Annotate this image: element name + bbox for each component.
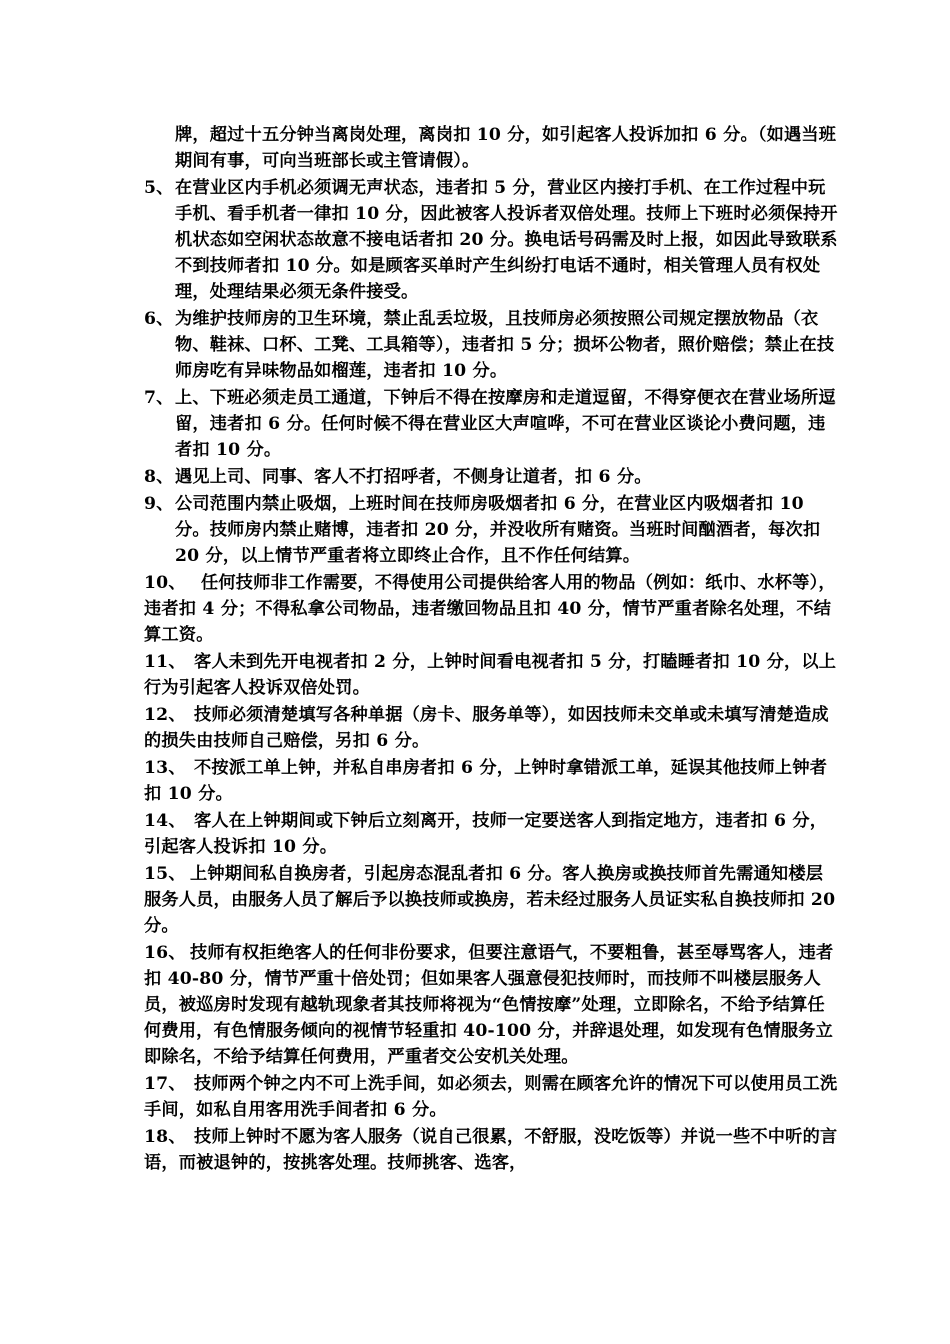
list-item xyxy=(118,861,838,939)
list-item xyxy=(118,306,838,384)
item-number: 10、 xyxy=(144,573,186,593)
list-item xyxy=(118,649,838,701)
list-item xyxy=(118,940,838,1070)
list-item xyxy=(118,464,838,490)
item-text: 上、下班必须走员工通道，下钟后不得在按摩房和走道逗留，不得穿便衣在营业场所逗留，违者扣 6 分。任何时候不得在营业区大声喧哗，不可在营业区谈论小费问题，违者扣 10 分。 xyxy=(175,388,836,460)
item-number: 9、 xyxy=(144,494,174,514)
item-text: 任何技师非工作需要，不得使用公司提供给客人用的物品（例如：纸巾、水杯等），违者扣 4 分；不得私拿公司物品，违者缴回物品且扣 40 分，情节严重者除名处理，不结算工资。 xyxy=(144,573,836,645)
item-number: 13、 xyxy=(144,758,186,778)
list-item xyxy=(118,175,838,305)
list-item xyxy=(118,1124,838,1176)
item-text: 不按派工单上钟，并私自串房者扣 6 分，上钟时拿错派工单，延误其他技师上钟者扣 10 分。 xyxy=(144,758,828,804)
item-number: 14、 xyxy=(144,811,186,831)
item-text: 上钟期间私自换房者，引起房态混乱者扣 6 分。客人换房或换技师首先需通知楼层服务人员，由服务人员了解后予以换技师或换房，若未经过服务人员证实私自换技师扣 20 分。 xyxy=(144,864,836,936)
item-number: 16、 xyxy=(144,943,186,963)
item-number: 18、 xyxy=(144,1127,186,1147)
item-number: 5、 xyxy=(144,178,174,198)
item-text: 为维护技师房的卫生环境，禁止乱丢垃圾，且技师房必须按照公司规定摆放物品（衣物、鞋袜、口杯、工凳、工具箱等），违者扣 5 分；损坏公物者，照价赔偿；禁止在技师房吃有异味物品如榴莲，违者扣 10 分。 xyxy=(175,309,835,381)
item-text: 遇见上司、同事、客人不打招呼者，不侧身让道者，扣 6 分。 xyxy=(175,467,652,487)
item-number: 17、 xyxy=(144,1074,186,1094)
list-item xyxy=(118,122,838,174)
item-text: 技师有权拒绝客人的任何非份要求，但要注意语气，不要粗鲁，甚至辱骂客人，违者扣 40-80 分，情节严重十倍处罚；但如果客人强意侵犯技师时，而技师不叫楼层服务人员，被巡房时发现有越轨现象者其技师将视为“色情按摩”处理，立即除名，不给予结算任何费用，有色情服务倾向的视情节轻重扣 40-100 分，并辞退处理，如发现有色情服务立即除名，不给予结算任何费用，严重者交公安机关处理。 xyxy=(144,943,834,1067)
list-item xyxy=(118,1071,838,1123)
item-number: 11、 xyxy=(144,652,186,672)
item-number: 6、 xyxy=(144,309,174,329)
item-text: 技师必须清楚填写各种单据（房卡、服务单等），如因技师未交单或未填写清楚造成的损失由技师自己赔偿，另扣 6 分。 xyxy=(144,705,829,751)
item-text: 技师上钟时不愿为客人服务（说自己很累，不舒服，没吃饭等）并说一些不中听的言语，而被退钟的，按挑客处理。技师挑客、选客， xyxy=(144,1127,838,1173)
item-text: 在营业区内手机必须调无声状态，违者扣 5 分，营业区内接打手机、在工作过程中玩手机、看手机者一律扣 10 分，因此被客人投诉者双倍处理。技师上下班时必须保持开机状态如空闲状态故意不接电话者扣 20 分。换电话号码需及时上报，如因此导致联系不到技师者扣 10 分。如是顾客买单时产生纠纷打电话不通时，相关管理人员有权处理，处理结果必须无条件接受。 xyxy=(175,178,838,302)
item-text: 技师两个钟之内不可上洗手间，如必须去，则需在顾客允许的情况下可以使用员工洗手间，如私自用客用洗手间者扣 6 分。 xyxy=(144,1074,838,1120)
item-number: 7、 xyxy=(144,388,174,408)
list-item xyxy=(118,385,838,463)
item-text: 公司范围内禁止吸烟，上班时间在技师房吸烟者扣 6 分，在营业区内吸烟者扣 10 分。技师房内禁止赌博，违者扣 20 分，并没收所有赌资。当班时间酗酒者，每次扣 20 分，以上情节严重者将立即终止合作，且不作任何结算。 xyxy=(175,494,821,566)
item-text: 客人未到先开电视者扣 2 分，上钟时间看电视者扣 5 分，打瞌睡者扣 10 分，以上行为引起客人投诉双倍处罚。 xyxy=(144,652,837,698)
rules-text xyxy=(118,122,838,1177)
item-text: 客人在上钟期间或下钟后立刻离开，技师一定要送客人到指定地方，违者扣 6 分，引起客人投诉扣 10 分。 xyxy=(144,811,828,857)
list-item xyxy=(118,808,838,860)
list-item xyxy=(118,702,838,754)
list-item xyxy=(118,570,838,648)
list-item xyxy=(118,755,838,807)
list-item xyxy=(118,491,838,569)
item-number: 12、 xyxy=(144,705,186,725)
item-number: 8、 xyxy=(144,467,174,487)
item-number: 15、 xyxy=(144,864,186,884)
item-text: 牌，超过十五分钟当离岗处理，离岗扣 10 分，如引起客人投诉加扣 6 分。（如遇当班期间有事，可向当班部长或主管请假）。 xyxy=(175,125,837,171)
